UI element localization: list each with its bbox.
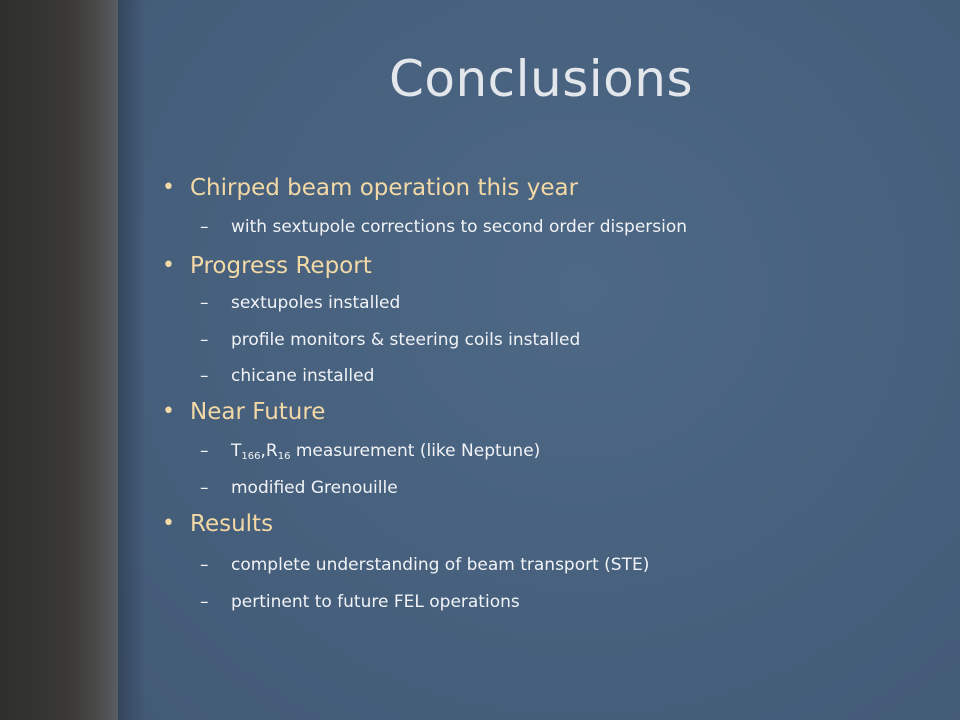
sub-bullet-label: pertinent to future FEL operations xyxy=(231,592,520,612)
bullet-label: Results xyxy=(190,511,274,537)
sub-bullet-label: chicane installed xyxy=(231,366,375,386)
bullet-label: Progress Report xyxy=(190,253,372,279)
sub-bullet-label: complete understanding of beam transport (STE) xyxy=(231,555,650,575)
bullet-marker: • xyxy=(162,175,175,200)
sub-bullet-marker: – xyxy=(200,441,209,461)
sub-bullet-label xyxy=(231,441,540,461)
sub-bullet-label: sextupoles installed xyxy=(231,293,401,313)
t-subscript: 166 xyxy=(241,451,261,462)
sub-bullet-label: profile monitors & steering coils installed xyxy=(231,330,581,350)
left-bar-shadow xyxy=(118,0,146,720)
sub-bullet-marker: – xyxy=(200,555,209,575)
r-symbol: R xyxy=(265,441,278,461)
bullet-label: Near Future xyxy=(190,399,326,425)
symbol-separator: , xyxy=(260,441,266,461)
sub-bullet-label: modified Grenouille xyxy=(231,478,398,498)
sub-bullet-marker: – xyxy=(200,293,209,313)
r-subscript: 16 xyxy=(277,451,291,462)
sub-bullet-marker: – xyxy=(200,592,209,612)
sub-bullet-marker: – xyxy=(200,366,209,386)
bullet-label: Chirped beam operation this year xyxy=(190,175,579,201)
t-symbol: T xyxy=(231,441,242,461)
slide-title: Conclusions xyxy=(388,50,694,108)
sub-bullet-marker: – xyxy=(200,217,209,237)
bullet-marker: • xyxy=(162,253,175,278)
sub-bullet-marker: – xyxy=(200,478,209,498)
bullet-marker: • xyxy=(162,511,175,536)
bullet-list xyxy=(160,0,940,720)
sub-bullet-marker: – xyxy=(200,330,209,350)
sub-bullet-label: with sextupole corrections to second order dispersion xyxy=(231,217,688,237)
left-decorative-bar xyxy=(0,0,118,720)
bullet-marker: • xyxy=(162,399,175,424)
measurement-text: measurement (like Neptune) xyxy=(290,441,541,461)
